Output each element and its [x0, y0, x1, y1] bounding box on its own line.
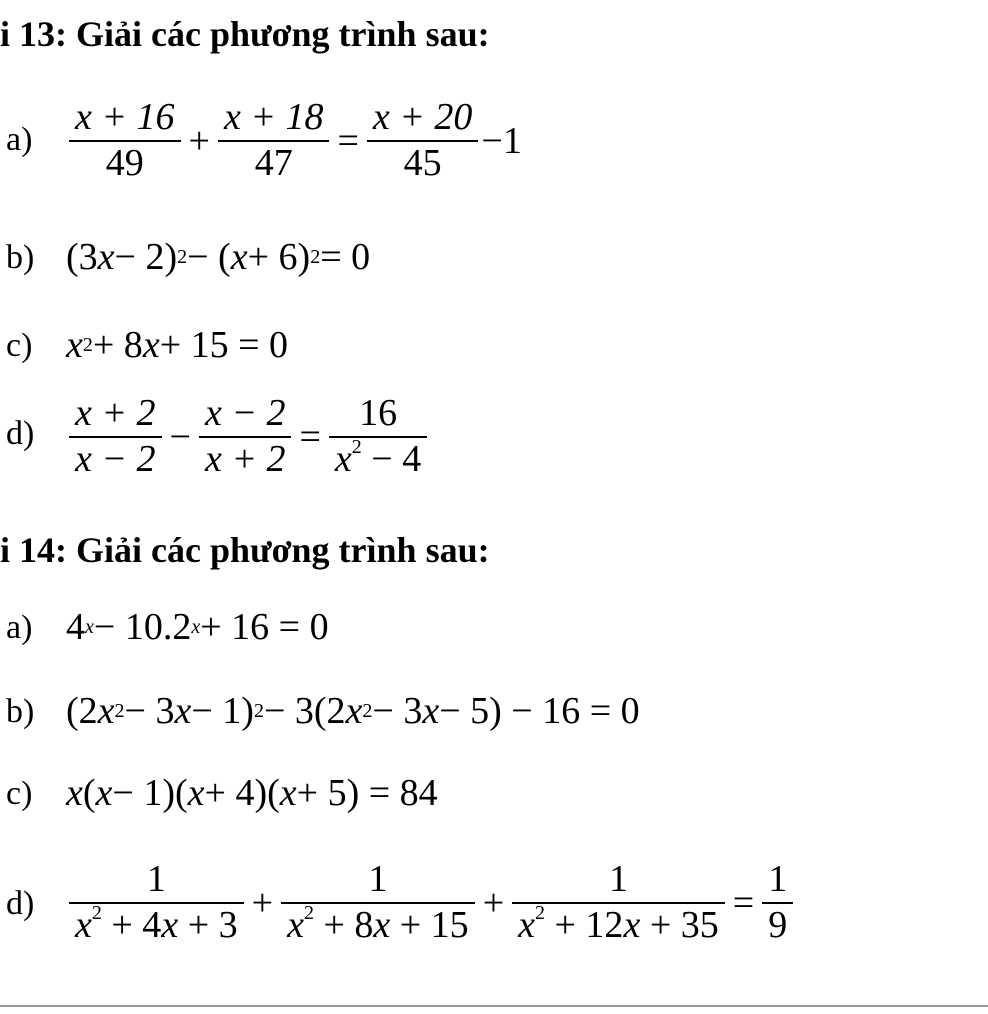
item-label-d: d): [6, 415, 35, 452]
equation-14a: 4 x − 10.2 x + 16 = 0: [66, 606, 329, 648]
equation-13c: x 2 + 8 x + 15 = 0: [66, 324, 289, 366]
fraction: $\frac{x - 2}{x + 2}$: [199, 392, 292, 481]
equation-14b: (2 x 2 − 3 x − 1) 2 − 3(2 x 2 − 3 x − 5) − 16 = 0: [66, 690, 640, 732]
equation-14c: x ( x − 1)( x + 4)( x + 5) = 84: [66, 772, 438, 814]
item-label-c: c): [6, 327, 33, 364]
fraction: $\frac{16}{x^2 - 4}$: [329, 392, 427, 481]
fraction: $\frac{1}{x^2 + 4x + 3}$: [69, 858, 244, 947]
item-label-a: a): [6, 121, 33, 158]
fraction: $\frac{x + 18}{47}$: [218, 96, 330, 185]
fraction: $\frac{x + 16}{49}$: [69, 96, 181, 185]
exercise-13-heading: i 13: Giải các phương trình sau:: [0, 14, 490, 54]
item-label-b: b): [6, 693, 35, 730]
equation-13a: $\frac{x + 16}{49}$ + $\frac{x + 18}{47}$ = $\frac{x + 20}{45}$ −1: [66, 96, 522, 185]
fraction: $\frac{x + 2}{x - 2}$: [69, 392, 162, 481]
item-label-d: d): [6, 885, 35, 922]
fraction: $\frac{1}{x^2 + 8x + 15}$: [281, 858, 475, 947]
item-label-a: a): [6, 609, 33, 646]
fraction: $\frac{1}{x^2 + 12x + 35}$: [512, 858, 725, 947]
item-label-c: c): [6, 775, 33, 812]
exercise-14-heading: i 14: Giải các phương trình sau:: [0, 530, 490, 570]
fraction: $\frac{x + 20}{45}$: [367, 96, 479, 185]
item-label-b: b): [6, 239, 35, 276]
equation-13d: $\frac{x + 2}{x - 2}$ − $\frac{x - 2}{x + 2}$ = $\frac{16}{x^2 - 4}$: [66, 392, 430, 481]
equation-13b: (3 x − 2) 2 − ( x + 6) 2 = 0: [66, 236, 371, 278]
fraction: $\frac{1}{9}$: [762, 858, 793, 947]
equation-14d: $\frac{1}{x^2 + 4x + 3}$ + $\frac{1}{x^2 + 8x + 15}$ + $\frac{1}{x^2 + 12x + 35}$ = $\frac{1}{9}$: [66, 858, 796, 947]
bottom-divider: [0, 1005, 988, 1007]
